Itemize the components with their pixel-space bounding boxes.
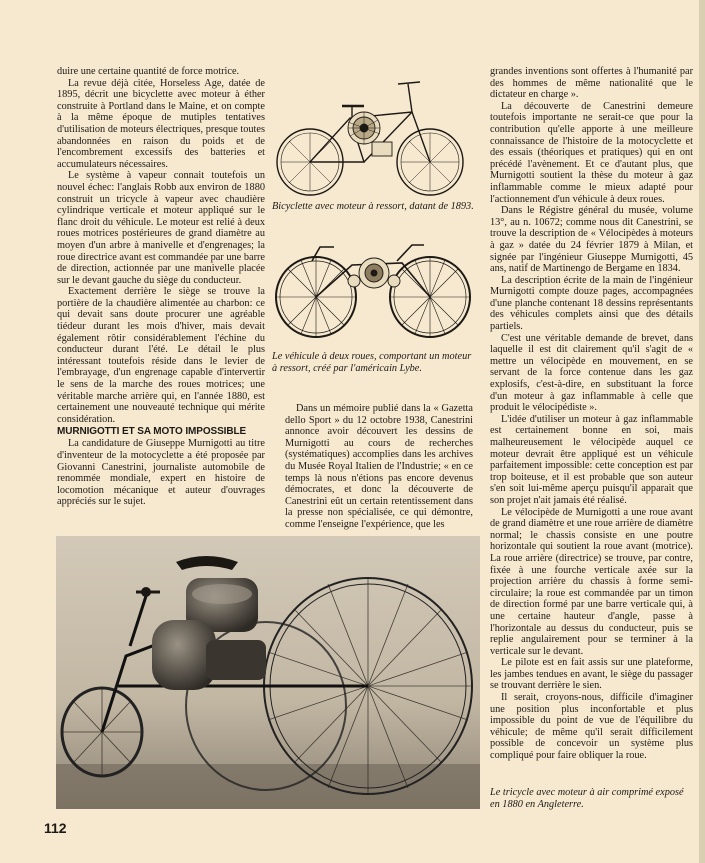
paragraph: Exactement derrière le siège se trouve la portière de la chaudière alimentée au charbon: ce qui devait sans doute procurer une agréable tiédeur durant les mois d'hiver, mais devait également rôtir considérablement l'échine du conducteur durant l'été. Le détail le plus intéressant toutefois réside dans le levier de l'embrayage, d'un engrenage capable d'intervertir le sens de la marche des roues motrices; une véritable marche arrière qui, en l'année 1880, est certainement une nouveauté technique qui mérite considération. <box>57 286 265 425</box>
paragraph: Le système à vapeur connait toutefois un nouvel échec: l'anglais Robb aux environ de 1880 construit un tricycle à vapeur avec chaudière cylindrique verticale et moteur appliqué sur le flanc droit du véhicule. Le moteur est relié à deux roues motrices postérieures de grand diamètre au moyen d'un arbre à manivelle et d'engrenages; la roue directrice avant est commandée par une barre de direction, actionnée par une manivelle placée sur le devant gauche du siège du conducteur. <box>57 170 265 286</box>
paragraph: Le pilote est en fait assis sur une plateforme, les jambes tendues en avant, le siège du passager se trouvant derrière le sien. <box>490 657 693 692</box>
paragraph: Dans un mémoire publié dans la « Gazetta dello Sport » du 12 octobre 1938, Canestrini annonce avoir découvert les dessins de Murnigotti au cours de recherches (systématiques) accomplies dans les archives du Musée Royal Italien de l'Industrie; « en ce temps là nous n'étions pas encore devenus démocrates, et donc la découverte de Canestrini eût un certain retentissement dans la presse non spécialisée, ce qui démontre, comme l'enseigne l'expérience, que les <box>285 403 473 530</box>
paragraph: Dans le Régistre général du musée, volume 13°, au n. 10672; comme nous dit Canestrini, se trouve la description de « Vélocipèdes à moteurs à gaz » datée du 24 février 1879 à Milan, et signée par l'ingénieur Giuseppe Murnigotti, 45 ans, natif de Martinengo de Bergame en 1834. <box>490 205 693 275</box>
caption: Bicyclette avec moteur à ressort, datant de 1893. <box>272 201 474 212</box>
paragraph: Le vélocipède de Murnigotti a une roue avant de grand diamètre et une roue arrière de diamètre normal; le chassis consiste en une poutre horizontale qui soutient la roue avant (motrice). La roue arrière (directrice) se trouve, par contre, fixée à une fourche verticale axée sur la projection arrière du chassis à forme semi-circulaire; la roue est commandée par un timon de direction formé par une barre verticale qui, à une certaine hauteur d'angle, passe à l'horizontale au dessus du conducteur, puis se replie angulairement pour se terminer à la verticale sur le devant. <box>490 506 693 657</box>
paragraph: La candidature de Giuseppe Murnigotti au titre d'inventeur de la motocyclette a été proposée par Giovanni Canestrini, journaliste automobile de renommée mondiale, expert en histoire de locomotion mécanique et auteur d'ouvrages appréciés sur le sujet. <box>57 438 265 508</box>
paragraph: C'est une véritable demande de brevet, dans laquelle il est dit clairement qu'il s'agit de « mettre un vélocipède en mouvement, en se servant de la force contenue dans les gaz explosifs, c'est-à-dire, en substituant la force d'un moteur à gaz inflammable à celle que produit le vélocipédiste ». <box>490 332 693 414</box>
bicycle-spring-motor-drawing <box>272 62 477 198</box>
paragraph: L'idée d'utiliser un moteur à gaz inflammable est certainement bonne en soi, mais malheureusement le vélocipède auquel ce moteur devrait être appliqué est un véhicule parfaitement impossible: cette conception est par trop boiteuse, et il est probable que son auteur s'en soit lui-même aperçu puisqu'il apparait que son projet n'ait jamais été réalisé. <box>490 413 693 506</box>
left-column <box>57 66 265 508</box>
paragraph: Il serait, croyons-nous, difficile d'imaginer une position plus inconfortable et plus impossible du point de vue de l'équilibre du véhicule; de même qu'il serait difficilement possible de concevoir un système plus compliqué pour faire obliquer la roue. <box>490 692 693 762</box>
paragraph: duire une certaine quantité de force motrice. <box>57 66 240 77</box>
paragraph: grandes inventions sont offertes à l'humanité par des hommes de même nationalité que le dictateur en charge ». <box>490 66 693 101</box>
section-heading: MURNIGOTTI ET SA MOTO IMPOSSIBLE <box>57 426 247 438</box>
tricycle-photo <box>56 536 480 809</box>
paragraph: La revue déjà citée, Horseless Age, datée de 1895, décrit une bicyclette avec moteur à éther construite à Portland dans le Maine, et on compte à la même époque de mutiples tentatives d'utilisation de moteurs électriques, presque toutes abandonnées en raison du poids et de l'encombrement excessifs des batteries et accumulateurs nécessaires. <box>57 77 265 170</box>
paragraph: La découverte de Canestrini demeure toutefois importante ne serait-ce que pour la contribution qu'elle apporte à une meilleure connaissance de l'histoire de la motocyclette et des essais (théoriques et pratiques) qui en ont précédé l'avènement. Et ce d'autant plus, que Murnigotti soutient la thèse du moteur à gaz inflammable comme le mieux adapté pour l'actionnement d'un véhicule à deux roues. <box>490 100 693 205</box>
two-wheel-spring-vehicle-drawing <box>272 237 477 349</box>
page-edge <box>699 0 705 863</box>
caption: Le tricycle avec moteur à air comprimé exposé en 1880 en Angleterre. <box>490 787 684 810</box>
page-number: 112 <box>44 820 67 836</box>
caption: Le véhicule à deux roues, comportant un moteur à ressort, créé par l'américain Lybe. <box>272 351 472 374</box>
middle-column <box>285 403 473 531</box>
paragraph: La description écrite de la main de l'ingénieur Murnigotti compte douze pages, accompagnées d'une planche contenant 18 dessins représentants des véhicules complets ainsi que des détails partiels. <box>490 274 693 333</box>
right-column <box>490 66 693 762</box>
